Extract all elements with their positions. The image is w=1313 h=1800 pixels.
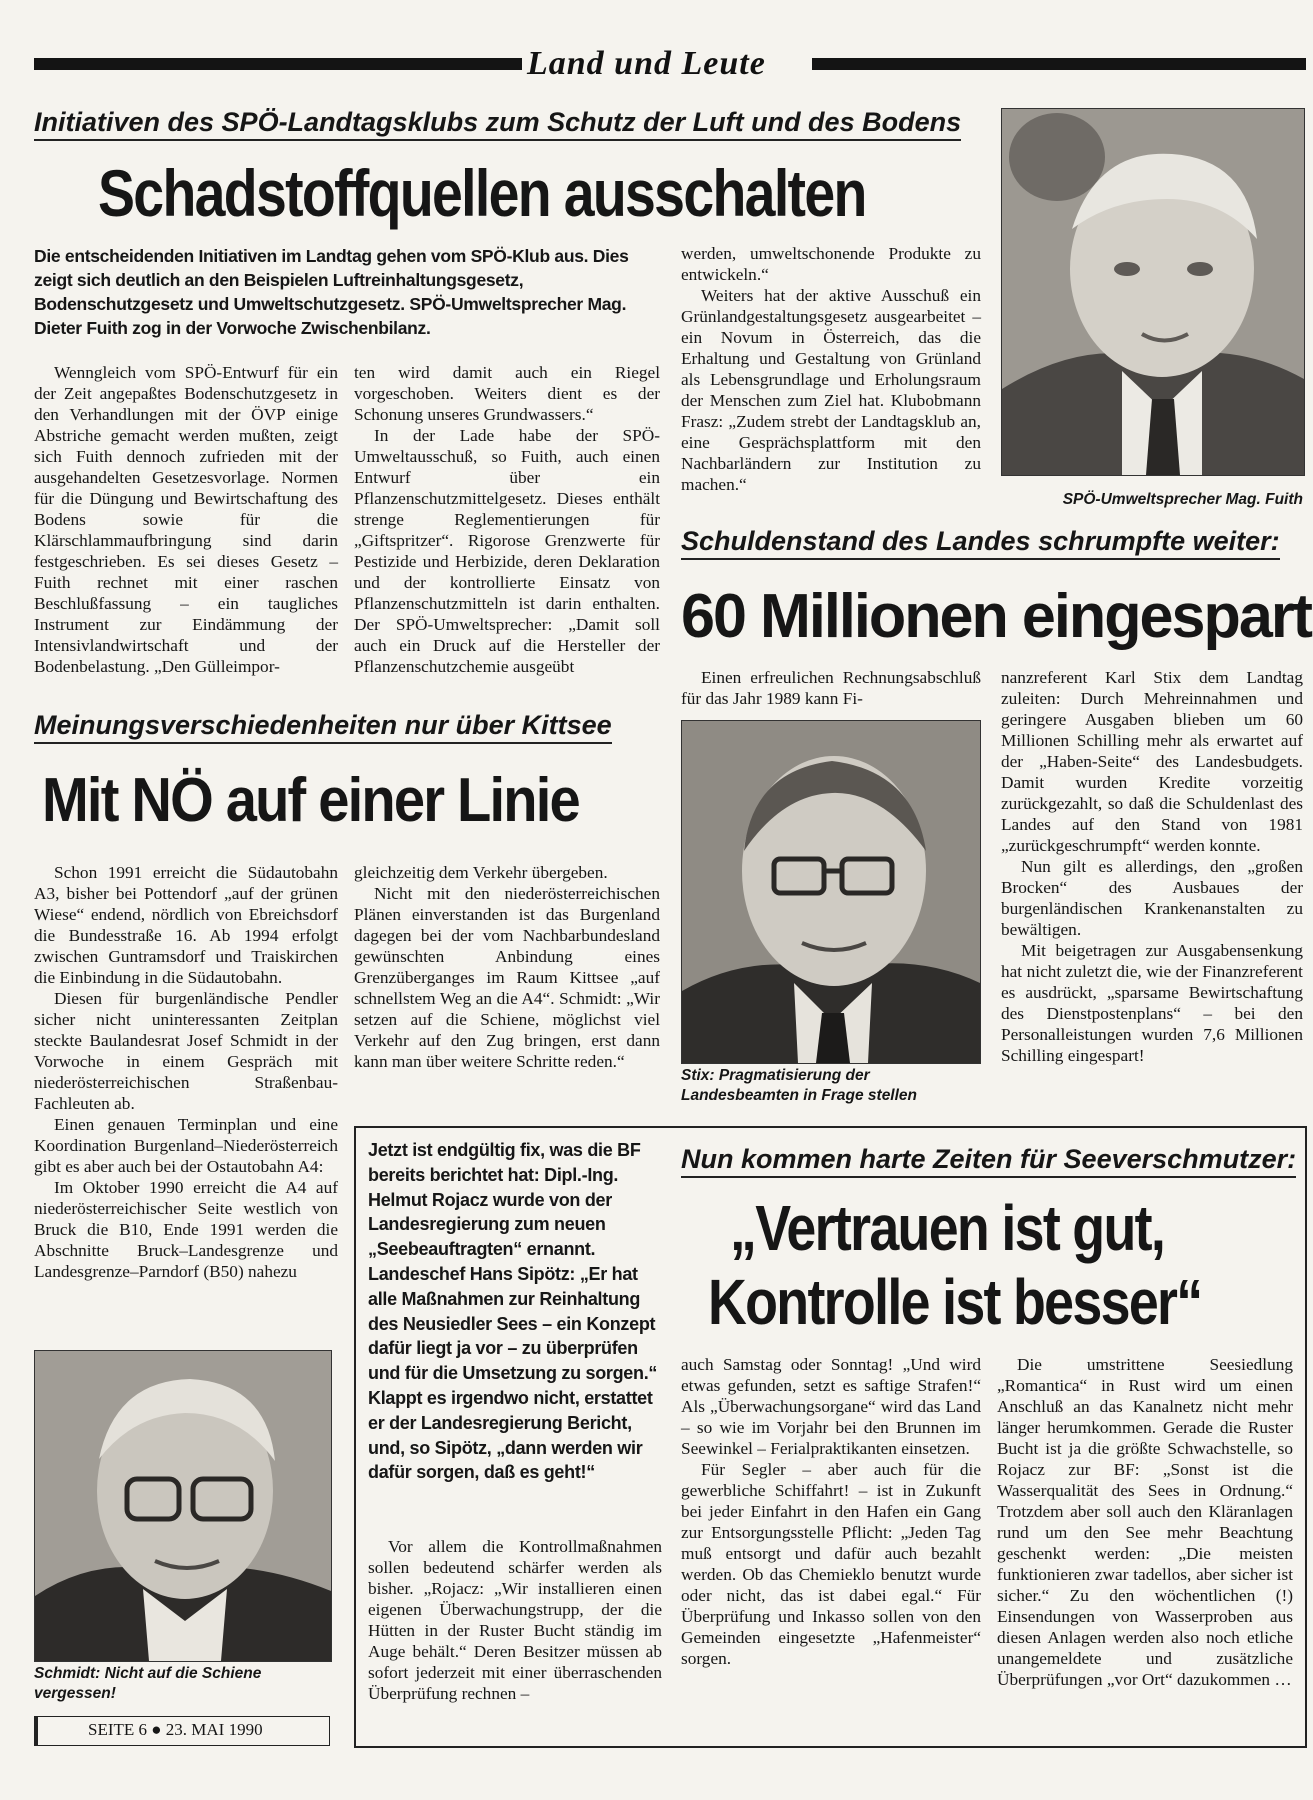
schmidt-photo <box>34 1350 332 1662</box>
article2-kicker: Schuldenstand des Landes schrumpfte weiter: <box>681 524 1280 560</box>
article3-col1-paragraph-1: Schon 1991 erreicht die Südautobahn A3, bisher bei Pottendorf „auf der grünen Wiese“ endend, nördlich von Ebreichsdorf die Bundesstraße 16. Ab 1994 erfolgt zwischen Guntramsdorf und Traiskirchen die Einbindung in die Südautobahn. <box>34 863 338 987</box>
article1-lead: Die entscheidenden Initiativen im Landtag gehen vom SPÖ-Klub aus. Dies zeigt sich deutlich an den Beispielen Luftreinhaltungsgesetz, Bodenschutzgesetz und Umweltschutzgesetz. SPÖ-Umweltsprecher Mag. Dieter Fuith zog in der Vorwoche Zwischenbilanz. <box>34 246 629 338</box>
article2-col2-paragraph-3: Mit beigetragen zur Ausgabensenkung hat nicht zuletzt die, wie der Finanzreferent es ausdrückt, „sparsame Bewirtschaftung des Dienstpostenplans“ – bei den Personalleistungen wurden 7,6 Millionen Schilling eingespart! <box>1001 941 1303 1065</box>
article2-col2-paragraph-2: Nun gilt es allerdings, den „großen Brocken“ des Ausbaues der burgenländischen Krankenanstalten zu bewältigen. <box>1001 857 1303 939</box>
article2-column-1 <box>681 667 981 709</box>
article4-column-2 <box>681 1354 981 1669</box>
page-label: SEITE 6 ● 23. MAI 1990 <box>88 1720 263 1739</box>
schmidt-photo-caption: Schmidt: Nicht auf die Schiene vergessen! <box>34 1665 262 1702</box>
article4-headline-line-2: Kontrolle ist besser“ <box>708 1266 1202 1338</box>
article3-col2-paragraph-2: Nicht mit den niederösterreichischen Plänen einverstanden ist das Burgenland dagegen bei der vom Nachbarbundesland gewünschten Anbindung eines Grenzüberganges im Raum Kittsee „auf schnellstem Weg an die A4“. Schmidt: „Wir setzen auf die Schiene, möglichst viel Verkehr auf den Zug bringen, erst dann kann man über weitere Schritte reden.“ <box>354 884 660 1071</box>
section-logo: Land und Leute <box>527 45 766 82</box>
article1-col2-paragraph-1: ten wird damit auch ein Riegel vorgeschoben. Weiters dient es der Schonung unseres Grundwassers.“ <box>354 363 660 424</box>
stix-photo <box>681 720 981 1064</box>
article4-kicker: Nun kommen harte Zeiten für Seeverschmutzer: <box>681 1142 1296 1178</box>
article2-headline: 60 Millionen eingespart <box>681 582 1312 651</box>
article1-kicker: Initiativen des SPÖ-Landtagsklubs zum Schutz der Luft und des Bodens <box>34 105 961 141</box>
article1-column-3 <box>681 243 981 495</box>
article1-col3-paragraph-2: Weiters hat der aktive Ausschuß ein Grünlandgestaltungsgesetz ausgearbeitet – ein Novum in Österreich, das die Erhaltung und Gestaltung von Grünland als Lebensgrundlage und Erholungsraum der Menschen zum Ziel hat. Klubobmann Frasz: „Zudem strebt der Landtagsklub an, eine Gesprächsplattform mit den Nachbarländern zur Institution zu machen.“ <box>681 286 981 494</box>
article4-column-1 <box>368 1536 662 1704</box>
stix-photo-caption: Stix: Pragmatisierung der Landesbeamten in Frage stellen <box>681 1067 918 1104</box>
article4-lead: Jetzt ist endgültig fix, was die BF bereits berichtet hat: Dipl.-Ing. Helmut Rojacz wurde von der Landesregierung zum neuen „Seebeauftragten“ ernannt. Landeschef Hans Sipötz: „Er hat alle Maßnahmen zur Reinhaltung des Neusiedler Sees – ein Konzept dafür liegt ja vor – zu überprüfen und für die Umsetzung zu sorgen.“ Klappt es irgendwo nicht, erstattet er der Landesregierung Bericht, und, so Sipötz, „dann werden wir dafür sorgen, daß es geht!“ <box>368 1140 658 1483</box>
article3-col2-paragraph-1: gleichzeitig dem Verkehr übergeben. <box>354 863 608 882</box>
article4-col2-paragraph-1: auch Samstag oder Sonntag! „Und wird etwas gefunden, setzt es saftige Strafen!“ Als „Überwachungsorgane“ wird das Land – so wie im Vorjahr bei den Brunnen im Seewinkel – Ferialpraktikanten einsetzen. <box>681 1355 981 1458</box>
article1-column-2 <box>354 362 660 677</box>
article1-col2-paragraph-2: In der Lade habe der SPÖ-Umweltausschuß, so Fuith, auch einen Entwurf über ein Pflanzenschutzmittelgesetz. Dieses enthält strenge Reglementierungen für „Giftspritzer“. Rigorose Grenzwerte für Pestizide und Herbizide, deren Deklaration und der kontrollierte Einsatz von Pflanzenschutzmitteln ist darin enthalten. Der SPÖ-Umweltsprecher: „Damit soll auch ein Druck auf die Hersteller der Pflanzenschutzchemie ausgeübt <box>354 426 660 676</box>
article3-headline: Mit NÖ auf einer Linie <box>42 766 579 835</box>
article2-column-2 <box>1001 667 1303 1066</box>
article3-column-2 <box>354 862 660 1072</box>
article3-col1-paragraph-3: Einen genauen Terminplan und eine Koordination Burgenland–Niederösterreich gibt es aber auch bei der Ostautobahn A4: <box>34 1115 338 1176</box>
article4-headline-line-1: „Vertrauen ist gut, <box>730 1192 1165 1264</box>
fuith-photo <box>1001 108 1305 476</box>
article2-col1-paragraph: Einen erfreulichen Rechnungsabschluß für das Jahr 1989 kann Fi- <box>681 668 981 708</box>
article3-col1-paragraph-4: Im Oktober 1990 erreicht die A4 auf niederösterreichischer Seite westlich von Bruck die B10, Ende 1991 werden die Abschnitte Bruck–Landesgrenze und Landesgrenze–Parndorf (B50) nahezu <box>34 1178 338 1281</box>
article4-column-3 <box>997 1354 1293 1690</box>
page-footer <box>34 1716 330 1746</box>
article3-column-1 <box>34 862 338 1282</box>
fuith-photo-caption: SPÖ-Umweltsprecher Mag. Fuith <box>1062 491 1303 508</box>
article3-col1-paragraph-2: Diesen für burgenländische Pendler sicher nicht uninteressanten Zeitplan steckte Baulandesrat Josef Schmidt in der Vorwoche in einem Gespräch mit niederösterreichischen Straßenbau-Fachleuten ab. <box>34 989 338 1113</box>
article4-col2-paragraph-2: Für Segler – aber auch für die gewerbliche Schiffahrt! – ist in Zukunft bei jeder Einfahrt in den Hafen ein Gang zur Entsorgungsstelle Pflicht: „Jeden Tag muß entsorgt und dafür auch bezahlt werden. Ob das Chemieklo benutzt wurde oder nicht, das ist dabei egal.“ Für Überprüfung und Inkasso sollen von den Gemeinden eingesetzte „Hafenmeister“ sorgen. <box>681 1460 981 1668</box>
section-bar-left <box>34 58 522 70</box>
article2-col2-paragraph-1: nanzreferent Karl Stix dem Landtag zuleiten: Durch Mehreinnahmen und geringere Ausgaben blieben um 60 Millionen Schilling mehr als erwartet auf der „Haben-Seite“ des Landesbudgets. Damit wurden Kredite vorzeitig zurückgezahlt, so daß die Schuldenlast des Landes auf den Stand von 1981 „zurückgeschrumpft“ werden konnte. <box>1001 668 1303 855</box>
article1-col3-paragraph-1: werden, umweltschonende Produkte zu entwickeln.“ <box>681 244 981 284</box>
article1-column-1 <box>34 362 338 677</box>
article3-kicker: Meinungsverschiedenheiten nur über Kittsee <box>34 708 612 744</box>
article4-col3-paragraph-1: Die umstrittene Seesiedlung „Romantica“ in Rust wird um einen Anschluß an das Kanalnetz nicht mehr länger herumkommen. Gerade die Ruster Bucht ist ja die größte Schwachstelle, so Rojacz zur BF: „Sonst ist die Wasserqualität des Sees in Ordnung.“ Trotzdem aber soll auch den Kläranlagen rund um den See mehr Beachtung geschenkt werden: „Die meisten funktionieren zwar tadellos, aber sicher ist sicher.“ Zu den wöchentlichen (!) Einsendungen von Wasserproben aus diesen Anlagen werden also noch etliche unangemeldete und zusätzliche Überprüfungen „vor Ort“ dazukommen … <box>997 1355 1293 1689</box>
article1-headline: Schadstoffquellen ausschalten <box>98 156 866 230</box>
article1-col1-paragraph: Wenngleich vom SPÖ-Entwurf für ein der Zeit angepaßtes Bodenschutzgesetz in den Verhandlungen mit der ÖVP einige Abstriche gemacht werden mußten, zeigt sich Fuith dennoch zufrieden mit der ausgehandelten Gesetzesvorlage. Normen für die Düngung und Bewirtschaftung des Bodens sowie für die Klärschlammaufbringung sind darin festgeschrieben. Es sei dieses Gesetz – Fuith rechnet mit einer raschen Beschlußfassung – ein taugliches Instrument zur Eindämmung der Intensivlandwirtschaft und der Bodenbelastung. „Den Gülleimpor- <box>34 363 338 676</box>
section-bar-right <box>812 58 1306 70</box>
article4-col1-paragraph: Vor allem die Kontrollmaßnahmen sollen bedeutend schärfer werden als bisher. „Rojacz: „Wir installieren einen eigenen Überwachungstrupp, der die Hütten in der Ruster Bucht ständig im Auge behält.“ Deren Besitzer müssen ab sofort jederzeit mit einer überraschenden Überprüfung rechnen – <box>368 1537 662 1703</box>
